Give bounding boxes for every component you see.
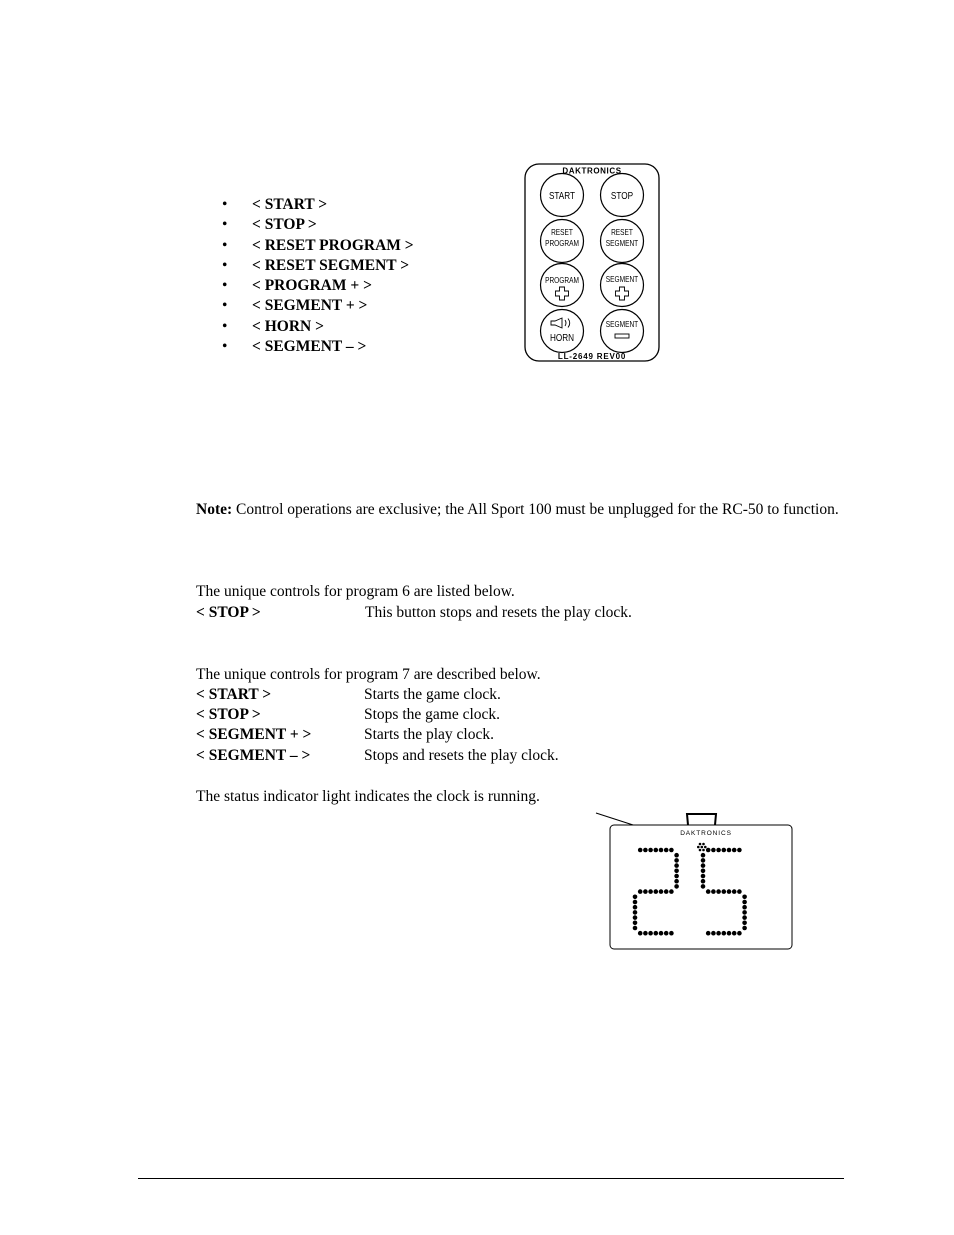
led-dot <box>674 853 679 858</box>
led-dot <box>706 931 711 936</box>
led-dot <box>633 895 638 900</box>
note-label: Note: <box>196 501 233 518</box>
led-dot <box>633 926 638 931</box>
led-dot <box>654 931 659 936</box>
led-dot <box>643 848 648 853</box>
indicator-dot <box>697 846 700 849</box>
led-dot <box>664 848 669 853</box>
program7-key: < SEGMENT + > <box>196 726 312 743</box>
footer-rule <box>138 1178 844 1179</box>
led-dot <box>727 889 732 894</box>
led-dot <box>737 889 742 894</box>
led-dot <box>643 931 648 936</box>
horn-key[interactable] <box>541 310 584 353</box>
led-dot <box>674 879 679 884</box>
led-dot <box>711 931 716 936</box>
reset-program-key-label-2: PROGRAM <box>545 238 579 249</box>
led-dot <box>638 931 643 936</box>
display-brand: DAKTRONICS <box>680 830 732 837</box>
list-item: • < STOP > <box>222 215 414 235</box>
led-dot <box>633 915 638 920</box>
segment-plus-key[interactable] <box>601 264 644 307</box>
reset-segment-key[interactable] <box>601 220 644 263</box>
led-dot <box>722 848 727 853</box>
led-dot <box>706 848 711 853</box>
led-dot <box>643 889 648 894</box>
led-dot <box>727 931 732 936</box>
led-dot <box>732 931 737 936</box>
led-dot <box>727 848 732 853</box>
led-dot <box>742 905 747 910</box>
led-dot <box>674 863 679 868</box>
program7-key: < SEGMENT – > <box>196 747 311 764</box>
list-item: • < HORN > <box>222 317 414 337</box>
led-dot <box>674 884 679 889</box>
led-dot <box>711 848 716 853</box>
program6-key: < STOP > <box>196 604 261 621</box>
bullet: • <box>222 256 228 274</box>
led-dot <box>633 921 638 926</box>
start-key[interactable] <box>541 174 584 217</box>
indicator-dot <box>699 849 702 852</box>
stop-key-label: STOP <box>610 190 634 202</box>
led-dot <box>701 853 706 858</box>
indicator-dot <box>702 849 705 852</box>
led-dot <box>669 889 674 894</box>
scoreboard-display-illustration <box>590 808 800 956</box>
led-dot <box>659 889 664 894</box>
program7-desc: Stops and resets the play clock. <box>364 747 559 764</box>
program-plus-key[interactable] <box>541 264 584 307</box>
list-item: • < SEGMENT + > <box>222 296 414 316</box>
led-dot <box>742 900 747 905</box>
led-dot <box>742 915 747 920</box>
indicator-dot <box>699 843 702 846</box>
horn-key-label: HORN <box>549 332 575 344</box>
remote-button-list <box>222 195 414 357</box>
led-dot <box>674 869 679 874</box>
led-dot <box>742 926 747 931</box>
led-dot <box>706 889 711 894</box>
note-paragraph <box>196 500 846 521</box>
note-text: Control operations are exclusive; the All Sport 100 must be unplugged for the RC-50 to function. <box>232 501 839 518</box>
reset-program-key[interactable] <box>541 220 584 263</box>
led-dot <box>664 931 669 936</box>
bullet: • <box>222 236 228 254</box>
led-dot <box>742 910 747 915</box>
bullet: • <box>222 297 228 315</box>
led-dot <box>633 905 638 910</box>
led-dot <box>716 931 721 936</box>
remote-control-illustration <box>520 160 665 366</box>
bullet: • <box>222 338 228 356</box>
list-item: • < RESET PROGRAM > <box>222 236 414 256</box>
bullet: • <box>222 216 228 234</box>
led-dot <box>737 848 742 853</box>
program-plus-key-label: PROGRAM <box>545 275 579 286</box>
reset-program-key-label-1: RESET <box>551 227 573 238</box>
reset-segment-key-label-1: RESET <box>611 227 633 238</box>
bullet: • <box>222 277 228 295</box>
led-dot <box>633 900 638 905</box>
led-dot <box>669 931 674 936</box>
program6-desc: This button stops and resets the play clock. <box>365 604 632 621</box>
program7-desc: Stops the game clock. <box>364 706 501 723</box>
led-dot <box>711 889 716 894</box>
reset-segment-key-label-2: SEGMENT <box>605 238 639 249</box>
led-dot <box>701 879 706 884</box>
program7-intro: The unique controls for program 7 are described below. <box>196 666 541 683</box>
led-dot <box>659 848 664 853</box>
indicator-dot <box>702 843 705 846</box>
led-dot <box>701 863 706 868</box>
led-dot <box>701 874 706 879</box>
led-dot <box>742 921 747 926</box>
remote-model-number: LL-2649 REV00 <box>557 352 627 361</box>
segment-plus-key-label: SEGMENT <box>605 274 639 285</box>
led-dot <box>638 889 643 894</box>
status-indicator-text: The status indicator light indicates the clock is running. <box>196 788 540 805</box>
program7-desc: Starts the play clock. <box>364 726 494 743</box>
led-dot <box>674 874 679 879</box>
led-dot <box>638 848 643 853</box>
led-dot <box>648 931 653 936</box>
bullet: • <box>222 317 228 335</box>
program7-key: < STOP > <box>196 706 261 723</box>
led-dot <box>648 889 653 894</box>
led-dot <box>722 931 727 936</box>
program6-intro: The unique controls for program 6 are listed below. <box>196 583 515 600</box>
led-dot <box>701 858 706 863</box>
led-dot <box>732 848 737 853</box>
led-dot <box>701 884 706 889</box>
led-dot <box>664 889 669 894</box>
led-dot <box>654 848 659 853</box>
led-dot <box>654 889 659 894</box>
led-dot <box>716 889 721 894</box>
led-dot <box>732 889 737 894</box>
led-dot <box>722 889 727 894</box>
display-handle <box>687 814 716 825</box>
indicator-dot <box>701 846 704 849</box>
led-dot <box>737 931 742 936</box>
start-key-label: START <box>548 190 576 202</box>
program7-desc: Starts the game clock. <box>364 686 501 703</box>
led-dot <box>742 895 747 900</box>
list-item: • < PROGRAM + > <box>222 276 414 296</box>
list-item: • < RESET SEGMENT > <box>222 256 414 276</box>
led-dot <box>701 869 706 874</box>
program7-key: < START > <box>196 686 272 703</box>
list-item: • < START > <box>222 195 414 215</box>
led-dot <box>669 848 674 853</box>
led-dot <box>659 931 664 936</box>
led-dot <box>674 858 679 863</box>
led-dot <box>716 848 721 853</box>
segment-minus-key-label: SEGMENT <box>605 319 639 330</box>
segment-minus-key[interactable] <box>601 310 644 353</box>
indicator-dot <box>704 846 707 849</box>
bullet: • <box>222 196 228 213</box>
stop-key[interactable] <box>601 174 644 217</box>
remote-brand: DAKTRONICS <box>562 166 622 176</box>
list-item: • < SEGMENT – > <box>222 337 414 357</box>
led-dot <box>633 910 638 915</box>
led-dot <box>648 848 653 853</box>
